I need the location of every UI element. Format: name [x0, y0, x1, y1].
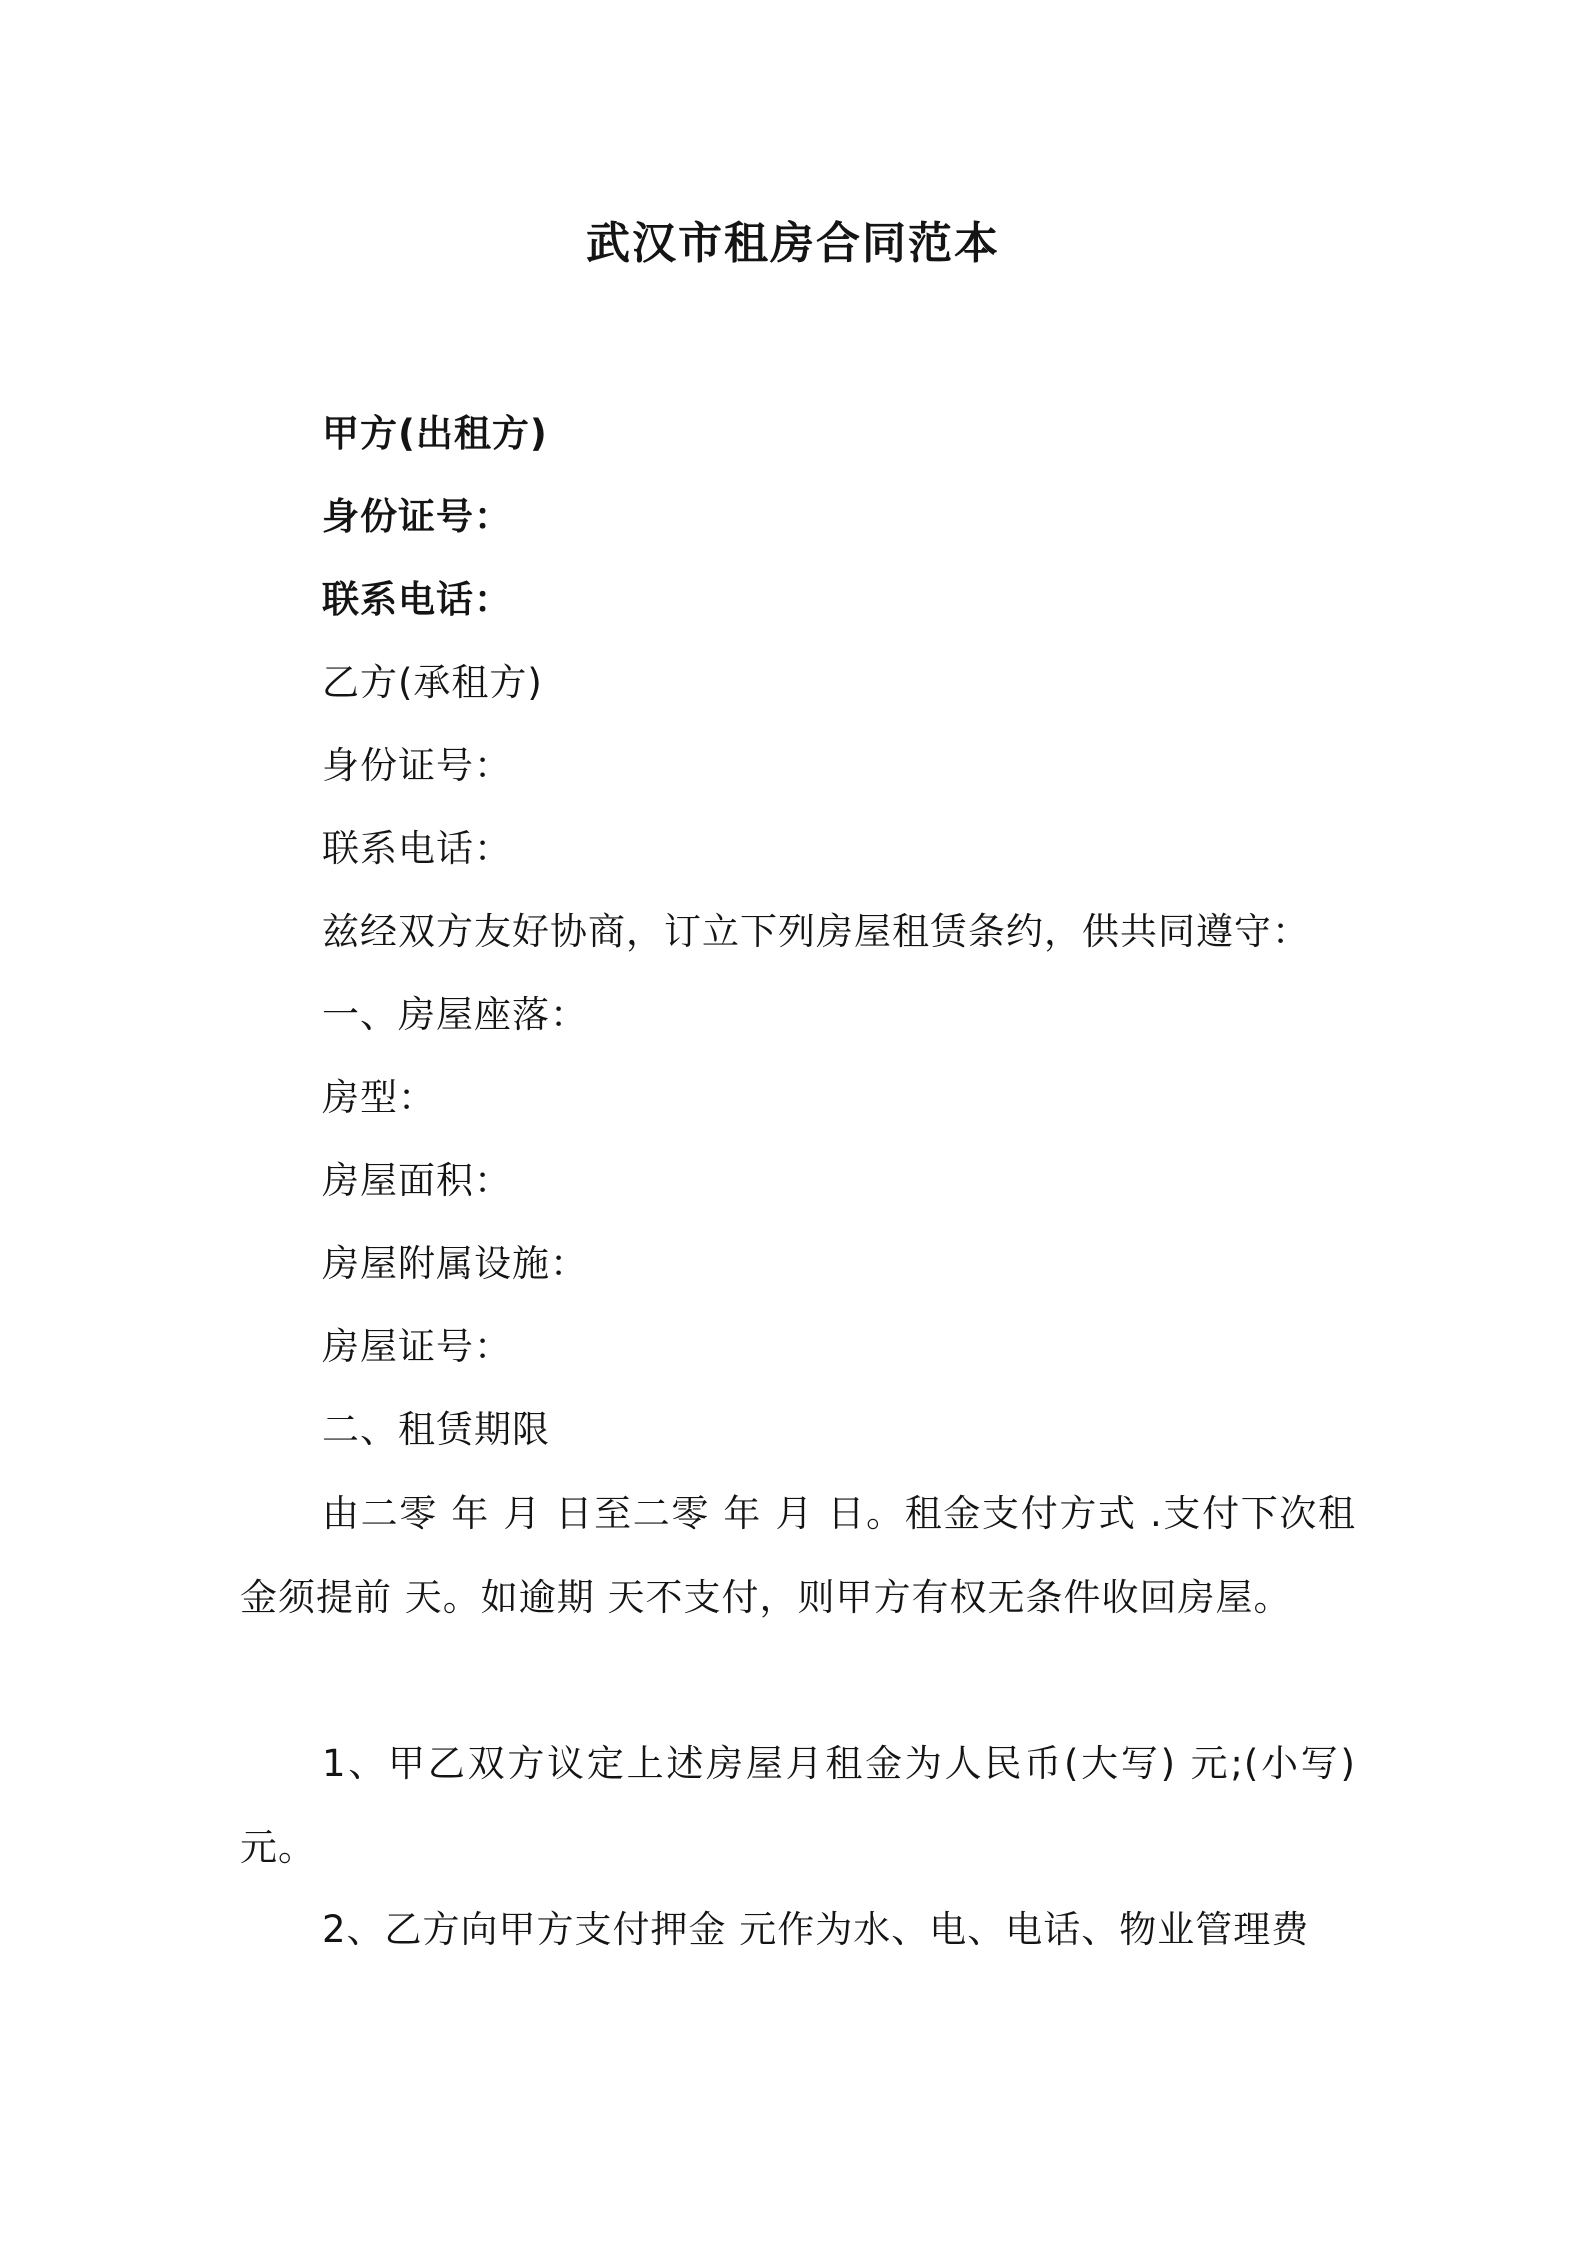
house-type-label: 房型：	[322, 1076, 436, 1119]
party-a-phone-label: 联系电话：	[322, 578, 512, 621]
rent-amount-paragraph: 1、甲乙双方议定上述房屋月租金为人民币(大写) 元;(小写) 元。	[240, 1742, 1356, 1869]
house-facilities-label: 房屋附属设施：	[322, 1242, 588, 1285]
party-a-id-label: 身份证号：	[322, 495, 512, 538]
party-a-heading: 甲方(出租方)	[322, 412, 548, 455]
lease-term-paragraph: 由二零 年 月 日至二零 年 月 日。租金支付方式 .支付下次租金须提前 天。如逾期 天不支付，则甲方有权无条件收回房屋。	[240, 1492, 1356, 1619]
section-1-heading: 一、房屋座落：	[322, 993, 588, 1036]
party-b-id-label: 身份证号：	[322, 744, 512, 787]
house-cert-label: 房屋证号：	[322, 1325, 512, 1368]
house-area-label: 房屋面积：	[322, 1159, 512, 1202]
deposit-paragraph: 2、乙方向甲方支付押金 元作为水、电、电话、物业管理费	[322, 1908, 1310, 1951]
document-title: 武汉市租房合同范本	[586, 218, 1000, 269]
party-b-phone-label: 联系电话：	[322, 827, 512, 870]
agreement-preamble: 兹经双方友好协商，订立下列房屋租赁条约，供共同遵守：	[322, 910, 1310, 953]
section-2-heading: 二、租赁期限	[322, 1408, 550, 1451]
party-b-heading: 乙方(承租方)	[322, 661, 543, 704]
